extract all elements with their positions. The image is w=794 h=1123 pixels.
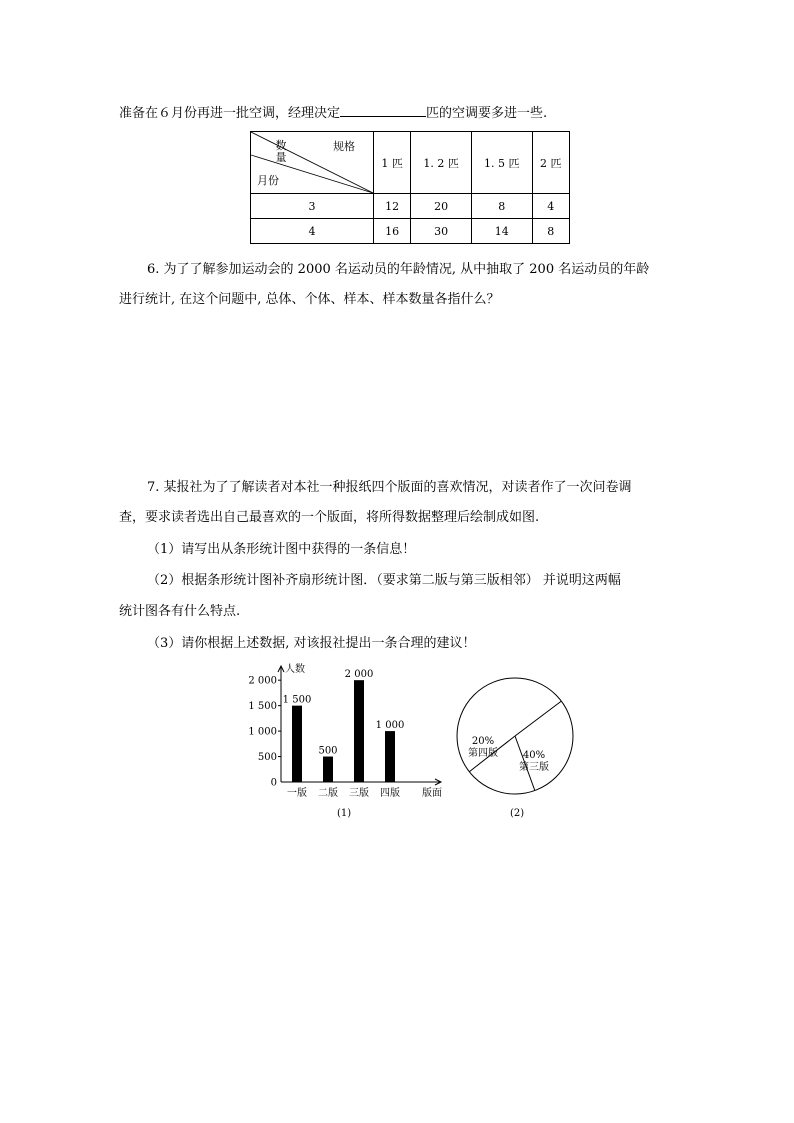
bar-value-label: 2 000 bbox=[344, 669, 374, 681]
q7-line-1: 7. 某报社为了了解读者对本社一种报纸四个版面的喜欢情况，对读者作了一次问卷调 bbox=[147, 480, 632, 495]
table-cell: 20 bbox=[411, 194, 472, 219]
slice-percent-label: 40% bbox=[522, 750, 546, 761]
table-cell: 16 bbox=[374, 219, 411, 244]
q7-sub-1: （1）请写出从条形统计图中获得的一条信息！ bbox=[147, 542, 416, 557]
y-tick-label: 0 bbox=[270, 777, 277, 789]
x-tick-label: 二版 bbox=[318, 788, 338, 799]
table-header-row bbox=[251, 132, 570, 194]
bar-value-label: 1 000 bbox=[375, 720, 405, 732]
q7-sub-2: （2）根据条形统计图补齐扇形统计图．（要求第二版与第三版相邻） 并说明这两幅 bbox=[147, 573, 621, 588]
bar bbox=[385, 731, 395, 782]
data-table bbox=[250, 131, 570, 244]
q5-text-after: 匹的空调要多进一些. bbox=[426, 106, 548, 121]
slice-percent-label: 20% bbox=[471, 736, 495, 747]
column-header: 2 匹 bbox=[532, 132, 569, 194]
q6-line-1: 6. 为了了解参加运动会的 2000 名运动员的年龄情况, 从中抽取了 200 名运动员的年龄 bbox=[147, 262, 650, 277]
row-month: 3 bbox=[251, 194, 374, 219]
q7-line-2: 查，要求读者选出自己最喜欢的一个版面，将所得数据整理后绘制成如图. bbox=[119, 510, 540, 525]
q6-line-2: 进行统计, 在这个问题中, 总体、个体、样本、样本数量各指什么？ bbox=[119, 292, 500, 307]
q7-sub-3: （3）请你根据上述数据, 对该报社提出一条合理的建议！ bbox=[147, 636, 476, 651]
table-cell: 30 bbox=[411, 219, 472, 244]
table-cell: 12 bbox=[374, 194, 411, 219]
table-cell: 14 bbox=[471, 219, 532, 244]
bar-chart bbox=[246, 658, 446, 803]
bar bbox=[323, 757, 333, 782]
x-axis-label: 版面 bbox=[422, 788, 442, 799]
y-axis-label: 人数 bbox=[285, 664, 305, 675]
table-row bbox=[251, 194, 570, 219]
y-tick-label: 1 000 bbox=[248, 726, 277, 738]
answer-blank bbox=[340, 104, 426, 117]
y-tick-label: 500 bbox=[257, 752, 277, 764]
corner-label-quantity: 数量 bbox=[275, 139, 287, 164]
pie-chart-caption: (2) bbox=[510, 808, 525, 819]
pie-chart bbox=[452, 672, 582, 802]
q5-text-line bbox=[119, 104, 547, 123]
column-header: 1 匹 bbox=[374, 132, 411, 194]
slice-name-label: 第三版 bbox=[519, 762, 549, 773]
q7-sub-2b: 统计图各有什么特点. bbox=[119, 604, 241, 619]
slice-name-label: 第四版 bbox=[468, 748, 498, 759]
bar-chart-caption: (1) bbox=[337, 808, 352, 819]
table-row bbox=[251, 219, 570, 244]
bar-value-label: 500 bbox=[318, 745, 338, 757]
x-tick-label: 三版 bbox=[349, 788, 369, 799]
column-header: 1. 5 匹 bbox=[471, 132, 532, 194]
y-tick-label: 2 000 bbox=[248, 675, 277, 687]
bar-value-label: 1 500 bbox=[282, 694, 312, 706]
corner-label-month: 月份 bbox=[257, 174, 279, 187]
table-cell: 4 bbox=[532, 194, 569, 219]
row-month: 4 bbox=[251, 219, 374, 244]
corner-label-spec: 规格 bbox=[333, 140, 355, 153]
q5-text-before: 准备在６月份再进一批空调，经理决定 bbox=[119, 106, 341, 121]
table-corner-cell bbox=[251, 132, 374, 194]
x-tick-label: 四版 bbox=[380, 788, 400, 799]
table-cell: 8 bbox=[532, 219, 569, 244]
bar bbox=[292, 706, 302, 782]
column-header: 1. 2 匹 bbox=[411, 132, 472, 194]
bar bbox=[354, 680, 364, 782]
table-cell: 8 bbox=[471, 194, 532, 219]
x-tick-label: 一版 bbox=[287, 788, 307, 799]
y-tick-label: 1 500 bbox=[248, 701, 277, 713]
